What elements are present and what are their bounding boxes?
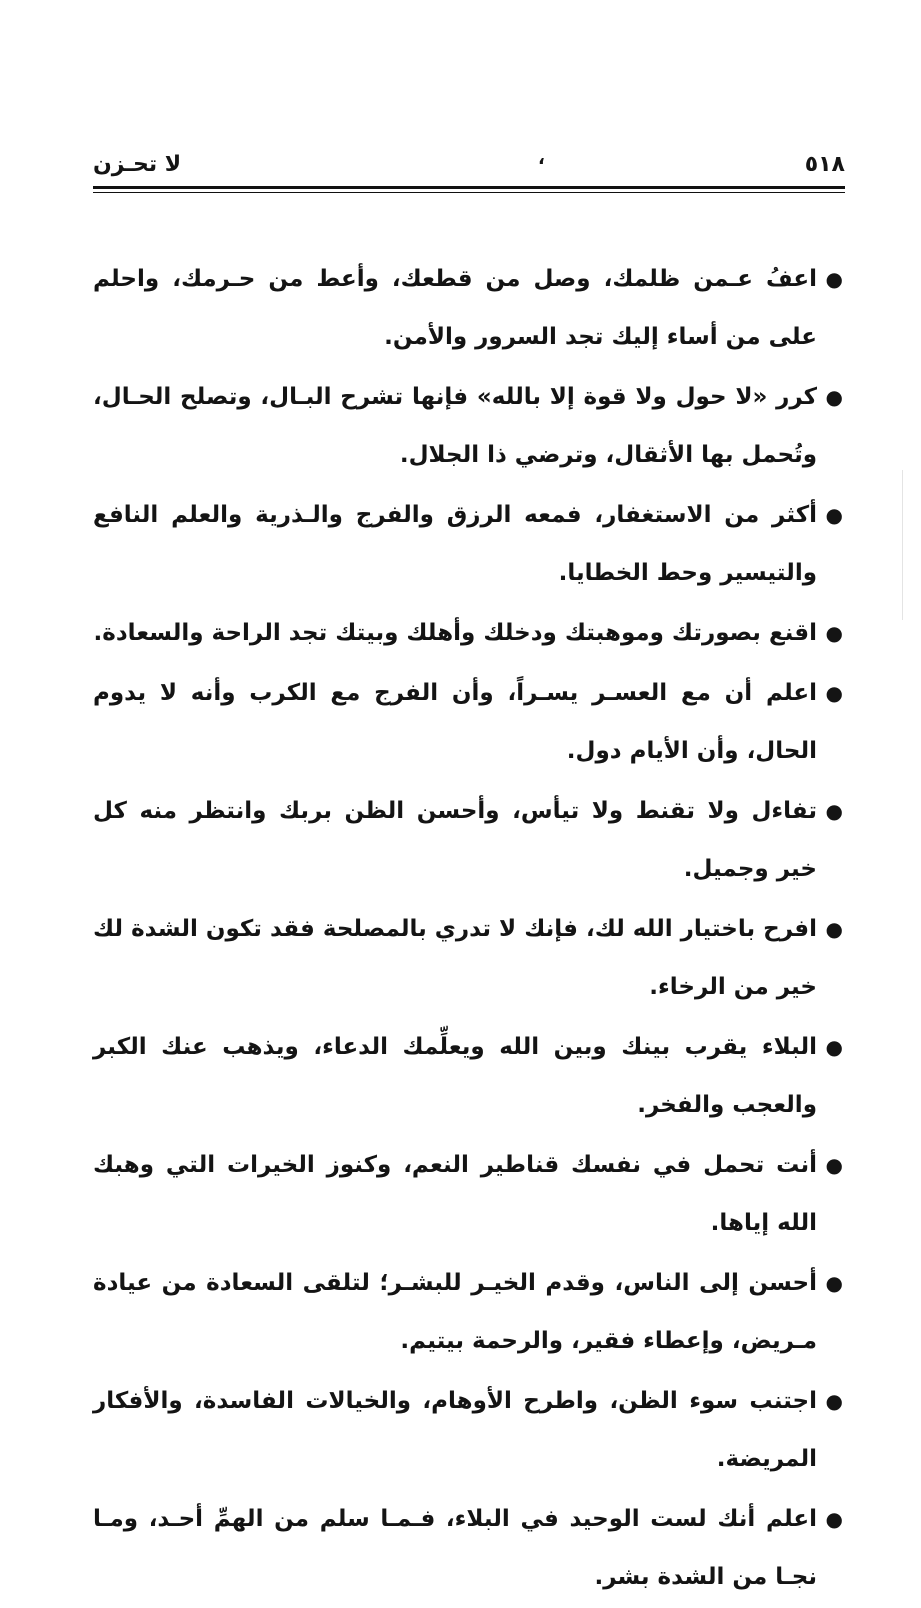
list-item [93, 486, 843, 602]
bullet-icon: ● [825, 1035, 843, 1059]
list-item-text: اعفُ عـمن ظلمك، وصل من قطعك، وأعط من حـرمك، واحلم على من أساء إليك تجد السرور والأمن. [93, 266, 817, 350]
list-item [93, 782, 843, 898]
bullet-icon: ● [825, 1389, 843, 1413]
list-item-text: اقنع بصورتك وموهبتك ودخلك وأهلك وبيتك تجد الراحة والسعادة. [93, 620, 817, 646]
list-item [93, 368, 843, 484]
book-title: لا تحـزن [93, 152, 182, 177]
bullet-icon: ● [825, 1507, 843, 1531]
page-header [93, 150, 845, 180]
list-item-text: اجتنب سوء الظن، واطرح الأوهام، والخيالات الفاسدة، والأفكار المريضة. [93, 1388, 817, 1472]
list-item [93, 900, 843, 1016]
list-item-text: كرر «لا حول ولا قوة إلا بالله» فإنها تشرح البـال، وتصلح الحـال، وتُحمل بها الأثقال، وترضي ذا الجلال. [93, 384, 817, 468]
bullet-icon: ● [825, 267, 843, 291]
header-rule-thin [93, 192, 845, 193]
list-item-text: أنت تحمل في نفسك قناطير النعم، وكنوز الخيرات التي وهبك الله إياها. [93, 1152, 817, 1236]
list-item-text: اعلم أن مع العسـر يسـراً، وأن الفرج مع الكرب وأنه لا يدوم الحال، وأن الأيام دول. [93, 680, 817, 764]
bullet-icon: ● [825, 917, 843, 941]
page-number: ٥١٨ [804, 152, 845, 177]
list-item [93, 1018, 843, 1134]
bullet-icon: ● [825, 621, 843, 645]
list-item [93, 1254, 843, 1370]
header-rule-thick [93, 186, 845, 189]
header-mark: ، [538, 148, 545, 169]
list-item-text: اعلم أنك لست الوحيد في البلاء، فـمـا سلم من الهمِّ أحـد، ومـا نجـا من الشدة بشر. [93, 1506, 817, 1590]
bullet-icon: ● [825, 503, 843, 527]
list-item-text: البلاء يقرب بينك وبين الله ويعلِّمك الدعاء، ويذهب عنك الكبر والعجب والفخر. [93, 1034, 817, 1118]
list-item-text: تفاءل ولا تقنط ولا تيأس، وأحسن الظن بربك وانتظر منه كل خير وجميل. [93, 798, 817, 882]
list-item [93, 604, 843, 662]
list-item [93, 250, 843, 366]
bullet-icon: ● [825, 799, 843, 823]
bullet-list [93, 250, 843, 1608]
bullet-icon: ● [825, 681, 843, 705]
page-edge-mark [902, 470, 903, 620]
list-item [93, 664, 843, 780]
list-item-text: أكثر من الاستغفار، فمعه الرزق والفرج والـذرية والعلم النافع والتيسير وحط الخطايا. [93, 502, 817, 586]
bullet-icon: ● [825, 1153, 843, 1177]
list-item [93, 1136, 843, 1252]
bullet-icon: ● [825, 385, 843, 409]
list-item-text: افرح باختيار الله لك، فإنك لا تدري بالمصلحة فقد تكون الشدة لك خير من الرخاء. [93, 916, 817, 1000]
list-item [93, 1490, 843, 1606]
bullet-icon: ● [825, 1271, 843, 1295]
list-item [93, 1372, 843, 1488]
list-item-text: أحسن إلى الناس، وقدم الخيـر للبشـر؛ لتلقى السعادة من عيادة مـريض، وإعطاء فقير، والرحمة بيتيم. [93, 1270, 817, 1354]
